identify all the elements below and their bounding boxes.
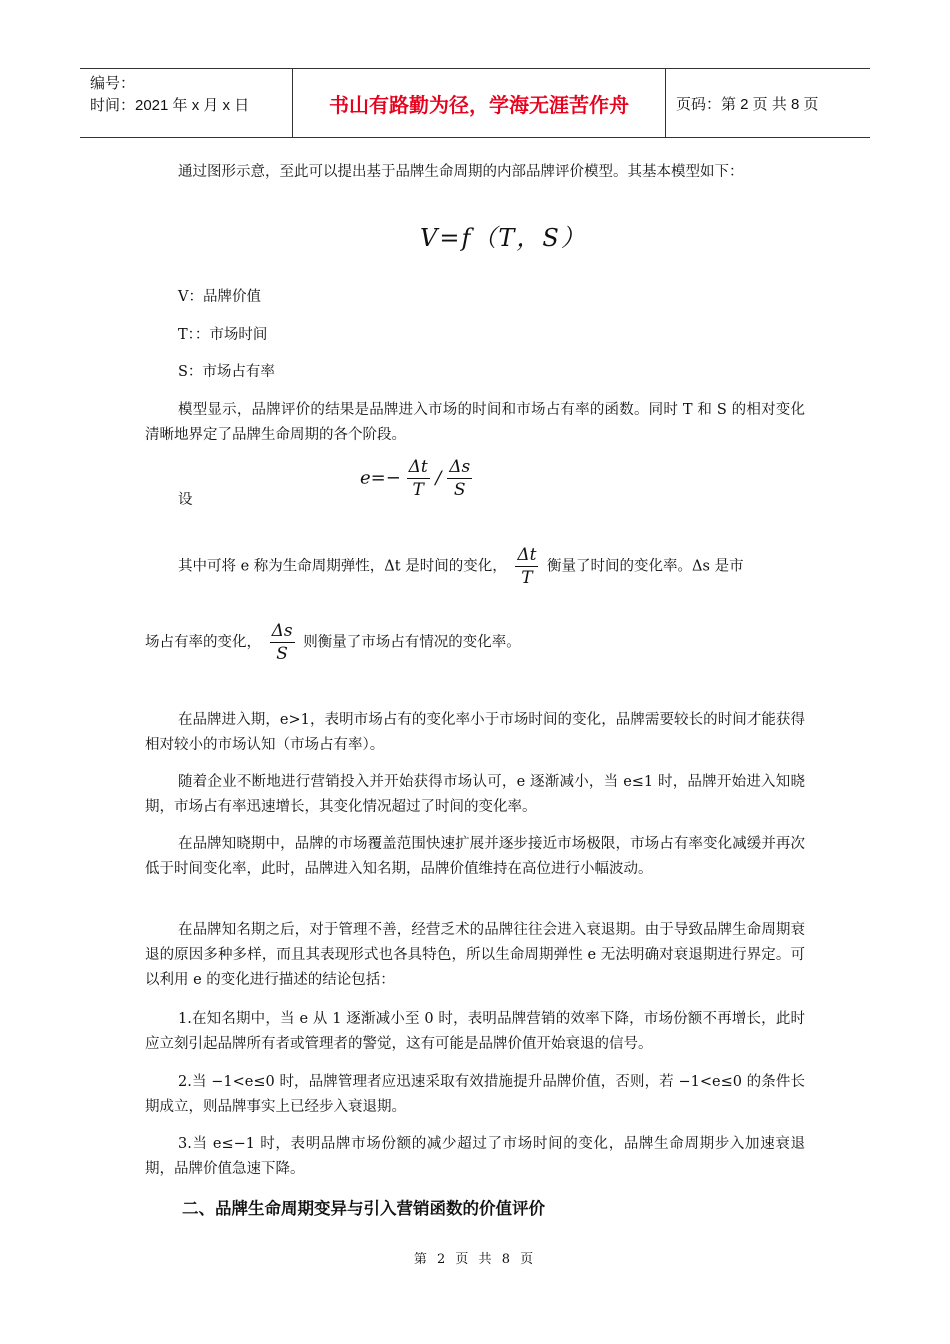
section-heading: 二、品牌生命周期变异与引入营销函数的价值评价	[182, 1199, 545, 1218]
definition-t: T：：市场时间	[178, 327, 268, 343]
list-item-1: 1.在知名期中，当 e 从 1 逐渐减小至 0 时，表明品牌营销的效率下降，市场份额不再增长，此时应立刻引起品牌所有者或管理者的警觉，这有可能是品牌价值开始衰退的信号。	[145, 1011, 805, 1052]
fraction-numerator: Δs	[449, 457, 471, 477]
paragraph-elasticity-line2	[145, 620, 805, 665]
header-motto: 书山有路勤为径，学海无涯苦作舟	[293, 69, 666, 137]
header-meta	[80, 69, 293, 137]
paragraph-model: 模型显示，品牌评价的结果是品牌进入市场的时间和市场占有率的函数。同时 T 和 S 的相对变化清晰地界定了品牌生命周期的各个阶段。	[145, 402, 805, 443]
definition-s: S：市场占有率	[178, 364, 275, 380]
list-item-3: 3.当 e≤−1 时，表明品牌市场份额的减少超过了市场时间的变化，品牌生命周期步入加速衰退期，品牌价值急速下降。	[145, 1136, 805, 1177]
paragraph-fame-phase: 在品牌知晓期中，品牌的市场覆盖范围快速扩展并逐步接近市场极限，市场占有率变化减缓并再次低于时间变化率，此时，品牌进入知名期，品牌价值维持在高位进行小幅波动。	[145, 836, 805, 877]
fraction-denominator: S	[453, 480, 466, 500]
fraction-denominator: T	[412, 480, 424, 500]
paragraph-elasticity-line1	[178, 544, 808, 589]
fraction-numerator: Δt	[517, 545, 537, 565]
elasticity-formula	[360, 456, 472, 501]
definition-v: V：品牌价值	[178, 289, 261, 305]
paragraph-decline-phase: 在品牌知名期之后，对于管理不善，经营乏术的品牌往往会进入衰退期。由于导致品牌生命周期衰退的原因多种多样，而且其表现形式也各具特色，所以生命周期弹性 e 无法明确对衰退期进行界定。可以利用 e 的变化进行描述的结论包括：	[145, 922, 805, 988]
text-segment: 其中可将 e 称为生命周期弹性，Δt 是时间的变化，	[178, 558, 507, 575]
fraction-denominator: T	[521, 568, 533, 588]
fraction-ds-S	[447, 456, 472, 501]
page-footer: 第 2 页 共 8 页	[413, 1252, 537, 1267]
fraction-ds-S-inline	[270, 620, 295, 665]
header-page-info: 页码：第 2 页 共 8 页	[676, 95, 819, 113]
fraction-dt-T	[407, 456, 430, 501]
formula-lhs: e=−	[360, 467, 401, 489]
fraction-numerator: Δs	[271, 621, 293, 641]
document-time: 时间：2021 年 x 月 x 日	[90, 97, 250, 114]
paragraph-intro: 通过图形示意，至此可以提出基于品牌生命周期的内部品牌评价模型。其基本模型如下：	[178, 164, 744, 180]
text-segment: 场占有率的变化，	[145, 634, 261, 651]
formula-slash: /	[435, 467, 442, 489]
fraction-dt-T-inline	[515, 544, 538, 589]
text-segment: 则衡量了市场占有情况的变化率。	[303, 634, 521, 651]
fraction-numerator: Δt	[408, 457, 428, 477]
list-item-2: 2.当 −1<e≤0 时，品牌管理者应迅速采取有效措施提升品牌价值，否则，若 −1<e≤0 的条件长期成立，则品牌事实上已经步入衰退期。	[145, 1074, 805, 1115]
main-equation: V=f（T，S）	[420, 224, 587, 252]
fraction-denominator: S	[276, 644, 288, 664]
page-header	[80, 68, 870, 138]
text-segment: 衡量了时间的变化率。Δs 是市	[547, 558, 744, 575]
paragraph-entry-phase: 在品牌进入期，e>1，表明市场占有的变化率小于市场时间的变化，品牌需要较长的时间才能获得相对较小的市场认知（市场占有率）。	[145, 712, 805, 753]
document-number-label: 编号：	[90, 75, 136, 92]
set-label: 设	[178, 492, 193, 508]
paragraph-awareness-phase: 随着企业不断地进行营销投入并开始获得市场认可，e 逐渐减小，当 e≤1 时，品牌开始进入知晓期，市场占有率迅速增长，其变化情况超过了时间的变化率。	[145, 774, 805, 815]
